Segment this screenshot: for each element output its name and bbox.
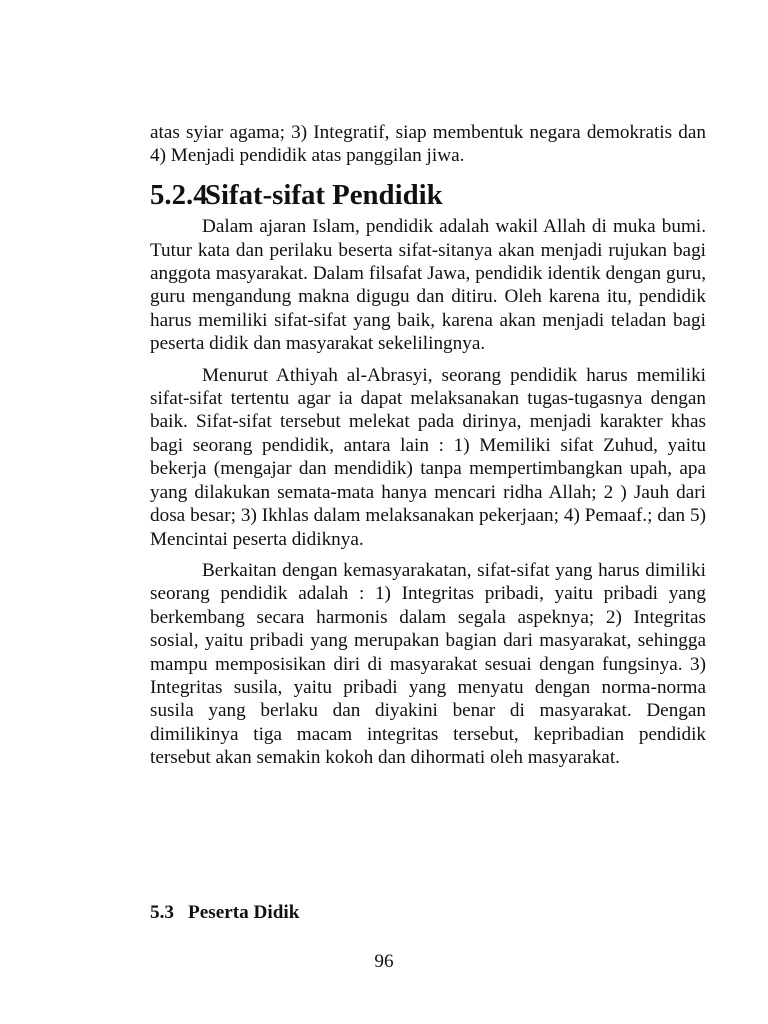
section-number: 5.3 — [150, 902, 174, 923]
paragraph-3: Berkaitan dengan kemasyarakatan, sifat-sifat yang harus dimiliki seorang pendidik adalah : 1) Integritas pribadi, yaitu pribadi yang berkembang secara harmonis dalam segala aspeknya; 2) Integritas sosial, yaitu pribadi yang merupakan bagian dari masyarakat, sehingga mampu memposisikan diri di masyarakat sesuai dengan fungsinya. 3) Integritas susila, yaitu pribadi yang menyatu dengan norma-norma susila yang berlaku dan diyakini benar di masyarakat. Dengan dimilikinya tiga macam integritas tersebut, kepribadian pendidik tersebut akan semakin kokoh dan dihormati oleh masyarakat. — [150, 559, 706, 769]
section-heading-5-2-4 — [150, 178, 706, 211]
section-number: 5.2.4 — [150, 178, 208, 211]
intro-paragraph: atas syiar agama; 3) Integratif, siap membentuk negara demokratis dan 4) Menjadi pendidik atas panggilan jiwa. — [150, 122, 706, 167]
paragraph-1: Dalam ajaran Islam, pendidik adalah wakil Allah di muka bumi. Tutur kata dan perilaku beserta sifat-sitanya akan menjadi rujukan bagi anggota masyarakat. Dalam filsafat Jawa, pendidik identik dengan guru, guru mengandung makna digugu dan ditiru. Oleh karena itu, pendidik harus memiliki sifat-sifat yang baik, karena akan menjadi teladan bagi peserta didik dan masyarakat sekelilingnya. — [150, 216, 706, 355]
page-number: 96 — [374, 951, 394, 972]
section-title: Sifat-sifat Pendidik — [205, 178, 443, 211]
paragraph-2: Menurut Athiyah al-Abrasyi, seorang pendidik harus memiliki sifat-sifat tertentu agar ia dapat melaksanakan tugas-tugasnya dengan baik. Sifat-sifat tersebut melekat pada dirinya, menjadi karakter khas bagi seorang pendidik, antara lain : 1) Memiliki sifat Zuhud, yaitu bekerja (mengajar dan mendidik) tanpa mempertimbangkan upah, apa yang dilakukan semata-mata hanya mencari ridha Allah; 2 ) Jauh dari dosa besar; 3) Ikhlas dalam melaksanakan pekerjaan; 4) Pemaaf.; dan 5) Mencintai peserta didiknya. — [150, 364, 706, 550]
section-heading-5-3 — [150, 901, 299, 924]
section-title: Peserta Didik — [188, 902, 300, 923]
page-body — [150, 121, 706, 770]
